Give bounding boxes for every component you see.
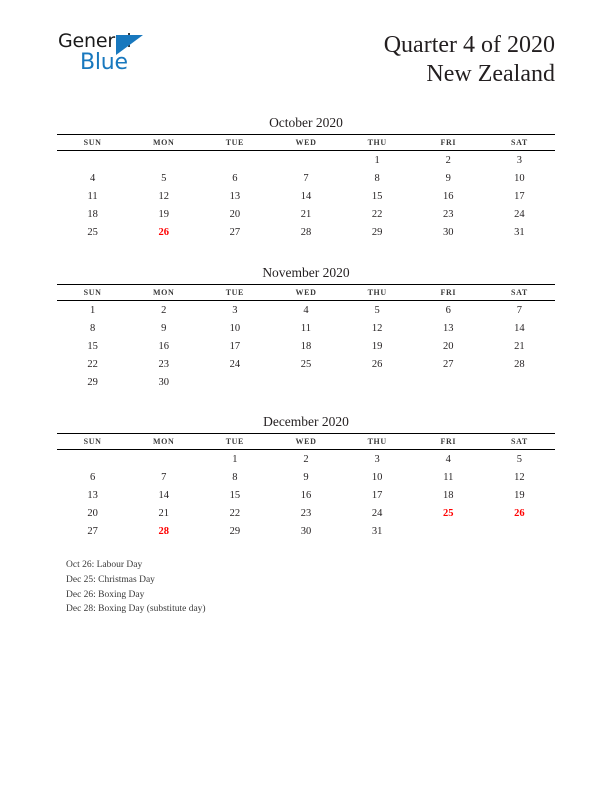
logo-text-general: General xyxy=(58,30,132,52)
day-cell[interactable]: 16 xyxy=(443,190,454,202)
day-cell-empty xyxy=(57,450,128,469)
day-cell-empty xyxy=(270,373,341,391)
day-cell[interactable]: 23 xyxy=(443,208,454,220)
day-cell[interactable]: 17 xyxy=(229,340,241,352)
day-cell[interactable] xyxy=(128,151,199,170)
day-cell-empty xyxy=(128,450,199,469)
day-cell[interactable]: 11 xyxy=(443,471,454,483)
day-cell[interactable]: 8 xyxy=(232,471,238,483)
weekday-header-wed: WED xyxy=(270,285,341,301)
day-cell[interactable]: 3 xyxy=(232,304,238,316)
page-title-quarter: Quarter 4 of 2020 xyxy=(383,32,555,58)
day-cell[interactable]: 27 xyxy=(229,226,241,238)
weekday-header-mon: MON xyxy=(128,285,199,301)
day-cell[interactable]: 6 xyxy=(89,471,96,483)
weekday-header-tue: TUE xyxy=(199,135,270,151)
day-cell[interactable]: 28 xyxy=(300,226,312,238)
calendar-body xyxy=(57,151,555,242)
day-cell[interactable]: 3 xyxy=(516,154,523,166)
day-cell[interactable]: 14 xyxy=(514,322,525,334)
day-cell[interactable] xyxy=(199,151,270,170)
day-cell[interactable]: 18 xyxy=(300,340,312,352)
day-cell[interactable]: 1 xyxy=(232,453,238,465)
day-cell-holiday[interactable]: 28 xyxy=(158,525,169,537)
weekday-header-sun: SUN xyxy=(57,434,128,450)
day-cell[interactable]: 31 xyxy=(371,525,383,537)
day-cell[interactable]: 29 xyxy=(229,525,241,537)
day-cell[interactable]: 25 xyxy=(300,358,312,370)
day-cell[interactable]: 20 xyxy=(443,340,454,352)
calendar-table-december xyxy=(57,433,555,540)
weekday-header-thu: THU xyxy=(342,135,413,151)
day-cell[interactable]: 8 xyxy=(89,322,96,334)
month-title: December 2020 xyxy=(263,414,349,429)
day-cell[interactable]: 5 xyxy=(516,453,523,465)
day-cell[interactable]: 11 xyxy=(87,190,98,202)
weekday-header-tue: TUE xyxy=(199,434,270,450)
day-cell[interactable]: 20 xyxy=(229,208,241,220)
weekday-header-row xyxy=(57,135,555,151)
weekday-header-mon: MON xyxy=(128,135,199,151)
day-cell[interactable]: 2 xyxy=(303,453,309,465)
day-cell[interactable]: 19 xyxy=(514,489,525,501)
day-cell[interactable]: 19 xyxy=(158,208,169,220)
weekday-header-sun: SUN xyxy=(57,135,128,151)
week-row xyxy=(57,355,555,373)
week-row xyxy=(57,187,555,205)
day-cell-empty xyxy=(342,373,413,391)
day-cell[interactable]: 4 xyxy=(445,453,451,465)
day-cell[interactable]: 3 xyxy=(374,453,380,465)
weekday-header-row xyxy=(57,434,555,450)
month-title: November 2020 xyxy=(262,265,350,280)
day-cell[interactable]: 4 xyxy=(303,304,309,316)
day-cell[interactable]: 27 xyxy=(87,525,98,537)
day-cell[interactable]: 15 xyxy=(87,340,98,352)
day-cell[interactable]: 12 xyxy=(514,471,525,483)
day-cell[interactable]: 9 xyxy=(445,172,451,184)
weekday-header-sun: SUN xyxy=(57,285,128,301)
day-cell[interactable]: 27 xyxy=(443,358,454,370)
week-row xyxy=(57,450,555,469)
day-cell[interactable]: 14 xyxy=(300,190,312,202)
holiday-note: Dec 25: Christmas Day xyxy=(66,574,155,585)
day-cell-empty xyxy=(484,373,555,391)
week-row xyxy=(57,468,555,486)
day-cell-holiday[interactable]: 26 xyxy=(158,226,169,238)
day-cell[interactable]: 6 xyxy=(232,172,238,184)
day-cell[interactable]: 26 xyxy=(371,358,383,370)
week-row xyxy=(57,522,555,540)
day-cell[interactable]: 30 xyxy=(158,376,169,388)
day-cell[interactable]: 30 xyxy=(443,226,454,238)
weekday-header-sat: SAT xyxy=(484,285,555,301)
holiday-notes-list xyxy=(66,558,466,617)
weekday-header-fri: FRI xyxy=(413,434,484,450)
day-cell[interactable]: 21 xyxy=(158,507,169,519)
day-cell[interactable]: 14 xyxy=(158,489,169,501)
day-cell[interactable] xyxy=(57,151,128,170)
holiday-note: Dec 26: Boxing Day xyxy=(66,589,145,600)
day-cell[interactable]: 13 xyxy=(229,190,241,202)
day-cell-holiday[interactable]: 25 xyxy=(443,507,454,519)
day-cell[interactable]: 1 xyxy=(374,154,380,166)
day-cell[interactable]: 21 xyxy=(514,340,525,352)
day-cell[interactable]: 16 xyxy=(158,340,169,352)
day-cell-empty xyxy=(413,373,484,391)
day-cell[interactable]: 29 xyxy=(87,376,98,388)
logo-text-blue: Blue xyxy=(80,50,128,75)
week-row xyxy=(57,373,555,391)
day-cell[interactable]: 7 xyxy=(303,172,309,184)
calendar-body xyxy=(57,301,555,392)
page-header xyxy=(0,0,612,104)
day-cell[interactable]: 12 xyxy=(371,322,383,334)
day-cell[interactable]: 5 xyxy=(161,172,167,184)
day-cell[interactable]: 1 xyxy=(89,304,96,316)
day-cell[interactable]: 8 xyxy=(374,172,380,184)
weekday-header-sat: SAT xyxy=(484,135,555,151)
week-row xyxy=(57,319,555,337)
day-cell[interactable]: 24 xyxy=(371,507,383,519)
month-block-december xyxy=(57,413,555,540)
day-cell[interactable]: 5 xyxy=(374,304,380,316)
weekday-header-fri: FRI xyxy=(413,285,484,301)
day-cell[interactable]: 7 xyxy=(161,471,167,483)
week-row xyxy=(57,223,555,241)
weekday-header-thu: THU xyxy=(342,434,413,450)
weekday-header-sat: SAT xyxy=(484,434,555,450)
calendar-table-october xyxy=(57,134,555,241)
day-cell[interactable]: 20 xyxy=(87,507,98,519)
day-cell[interactable]: 28 xyxy=(514,358,525,370)
week-row xyxy=(57,169,555,187)
week-row xyxy=(57,205,555,223)
weekday-header-tue: TUE xyxy=(199,285,270,301)
day-cell[interactable]: 9 xyxy=(303,471,309,483)
page-title xyxy=(384,31,555,89)
holiday-note: Dec 28: Boxing Day (substitute day) xyxy=(66,604,206,615)
weekday-header-wed: WED xyxy=(270,434,341,450)
weekday-header-row xyxy=(57,285,555,301)
month-block-november xyxy=(57,264,555,391)
day-cell[interactable]: 31 xyxy=(514,226,525,238)
day-cell[interactable]: 6 xyxy=(445,304,451,316)
day-cell[interactable]: 10 xyxy=(371,471,383,483)
weekday-header-mon: MON xyxy=(128,434,199,450)
day-cell[interactable]: 23 xyxy=(300,507,312,519)
week-row xyxy=(57,486,555,504)
day-cell[interactable]: 10 xyxy=(514,172,525,184)
calendar-table-november xyxy=(57,284,555,391)
day-cell-empty xyxy=(484,522,555,540)
day-cell[interactable]: 18 xyxy=(87,208,98,220)
day-cell[interactable]: 24 xyxy=(514,208,525,220)
brand-logo[interactable] xyxy=(58,30,208,82)
day-cell[interactable]: 15 xyxy=(229,489,241,501)
day-cell[interactable]: 7 xyxy=(516,304,523,316)
day-cell-empty xyxy=(199,373,270,391)
day-cell[interactable]: 21 xyxy=(300,208,312,220)
day-cell[interactable]: 18 xyxy=(443,489,454,501)
day-cell[interactable]: 9 xyxy=(161,322,167,334)
day-cell[interactable]: 29 xyxy=(371,226,383,238)
day-cell[interactable]: 17 xyxy=(371,489,383,501)
day-cell[interactable]: 13 xyxy=(87,489,98,501)
day-cell[interactable]: 19 xyxy=(371,340,383,352)
day-cell[interactable]: 22 xyxy=(371,208,383,220)
day-cell-empty xyxy=(413,522,484,540)
day-cell[interactable]: 17 xyxy=(514,190,525,202)
day-cell[interactable]: 16 xyxy=(300,489,312,501)
day-cell[interactable]: 12 xyxy=(158,190,169,202)
day-cell[interactable] xyxy=(270,151,341,170)
calendar-body xyxy=(57,450,555,541)
month-block-october xyxy=(57,114,555,241)
weekday-header-fri: FRI xyxy=(413,135,484,151)
holiday-note: Oct 26: Labour Day xyxy=(66,560,143,570)
day-cell[interactable]: 25 xyxy=(87,226,98,238)
week-row xyxy=(57,301,555,320)
page-title-country: New Zealand xyxy=(426,61,555,87)
day-cell[interactable]: 23 xyxy=(158,358,169,370)
day-cell[interactable]: 15 xyxy=(371,190,383,202)
month-title: October 2020 xyxy=(269,115,343,130)
week-row xyxy=(57,337,555,355)
weekday-header-thu: THU xyxy=(342,285,413,301)
week-row xyxy=(57,151,555,170)
day-cell[interactable]: 2 xyxy=(161,304,167,316)
day-cell[interactable]: 24 xyxy=(229,358,241,370)
day-cell[interactable]: 22 xyxy=(229,507,241,519)
day-cell[interactable]: 4 xyxy=(89,172,96,184)
day-cell[interactable]: 11 xyxy=(300,322,312,334)
day-cell-holiday[interactable]: 26 xyxy=(514,507,525,519)
day-cell[interactable]: 30 xyxy=(300,525,312,537)
day-cell[interactable]: 13 xyxy=(443,322,454,334)
week-row xyxy=(57,504,555,522)
day-cell[interactable]: 2 xyxy=(445,154,451,166)
day-cell[interactable]: 10 xyxy=(229,322,241,334)
weekday-header-wed: WED xyxy=(270,135,341,151)
day-cell[interactable]: 22 xyxy=(87,358,98,370)
